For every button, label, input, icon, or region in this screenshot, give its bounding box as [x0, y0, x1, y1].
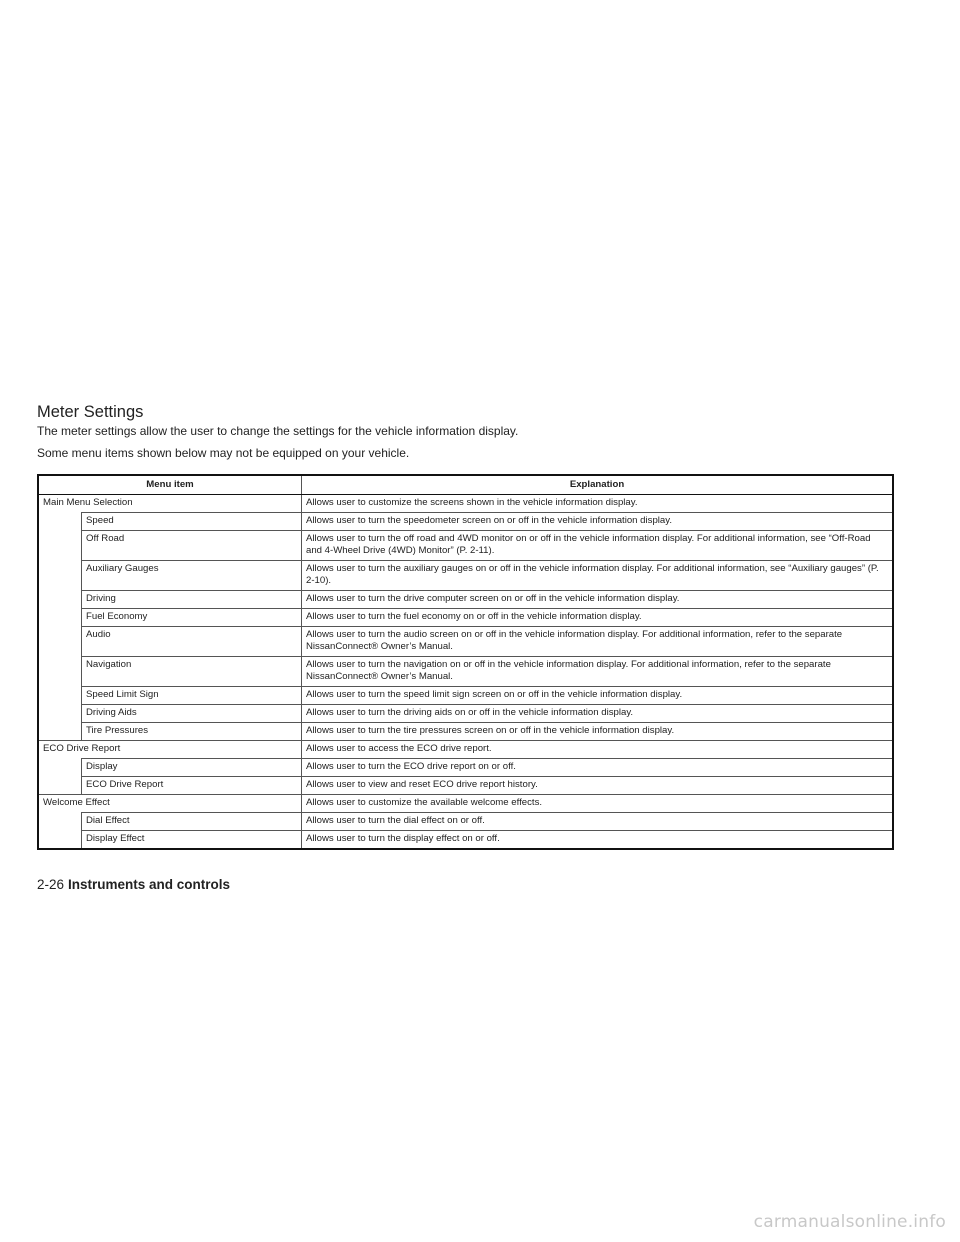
explanation-cell: Allows user to turn the dial effect on or off. — [302, 813, 894, 831]
submenu-item-cell: Auxiliary Gauges — [82, 561, 302, 591]
explanation-cell: Allows user to turn the fuel economy on or off in the vehicle information display. — [302, 609, 894, 627]
explanation-cell: Allows user to turn the drive computer screen on or off in the vehicle information display. — [302, 591, 894, 609]
submenu-item-cell: Tire Pressures — [82, 723, 302, 741]
indent-spacer — [38, 813, 82, 831]
table-row — [38, 495, 893, 513]
intro-paragraph: The meter settings allow the user to change the settings for the vehicle information display. — [37, 424, 519, 438]
table-row — [38, 531, 893, 561]
explanation-cell: Allows user to turn the speed limit sign screen on or off in the vehicle information display. — [302, 687, 894, 705]
menu-item-header: Menu item — [38, 475, 302, 495]
explanation-cell: Allows user to turn the driving aids on or off in the vehicle information display. — [302, 705, 894, 723]
indent-spacer — [38, 777, 82, 795]
explanation-cell: Allows user to customize the available welcome effects. — [302, 795, 894, 813]
equipment-note: Some menu items shown below may not be equipped on your vehicle. — [37, 446, 410, 460]
table-row — [38, 513, 893, 531]
menu-item-cell: Welcome Effect — [38, 795, 302, 813]
submenu-item-cell: Display Effect — [82, 831, 302, 850]
page-number: 2-26 — [37, 877, 65, 892]
table-row — [38, 777, 893, 795]
indent-spacer — [38, 687, 82, 705]
table-row — [38, 687, 893, 705]
submenu-item-cell: Navigation — [82, 657, 302, 687]
table-row — [38, 561, 893, 591]
indent-spacer — [38, 591, 82, 609]
explanation-cell: Allows user to turn the off road and 4WD monitor on or off in the vehicle information display. For additional information, see “Off-Road and 4-Wheel Drive (4WD) Monitor” (P. 2-11). — [302, 531, 894, 561]
indent-spacer — [38, 513, 82, 531]
table-row — [38, 705, 893, 723]
explanation-cell: Allows user to access the ECO drive report. — [302, 741, 894, 759]
table-row — [38, 813, 893, 831]
indent-spacer — [38, 831, 82, 850]
table-row — [38, 657, 893, 687]
submenu-item-cell: Driving — [82, 591, 302, 609]
indent-spacer — [38, 561, 82, 591]
page-footer — [37, 877, 230, 893]
meter-settings-table — [37, 474, 894, 850]
submenu-item-cell: Fuel Economy — [82, 609, 302, 627]
explanation-cell: Allows user to turn the audio screen on or off in the vehicle information display. For additional information, refer to the separate NissanConnect® Owner’s Manual. — [302, 627, 894, 657]
submenu-item-cell: Dial Effect — [82, 813, 302, 831]
submenu-item-cell: Off Road — [82, 531, 302, 561]
table-row — [38, 723, 893, 741]
table-row — [38, 831, 893, 850]
explanation-cell: Allows user to customize the screens shown in the vehicle information display. — [302, 495, 894, 513]
explanation-cell: Allows user to turn the navigation on or off in the vehicle information display. For additional information, refer to the separate NissanConnect® Owner’s Manual. — [302, 657, 894, 687]
explanation-cell: Allows user to turn the ECO drive report on or off. — [302, 759, 894, 777]
explanation-cell: Allows user to turn the display effect on or off. — [302, 831, 894, 850]
table-row — [38, 759, 893, 777]
indent-spacer — [38, 627, 82, 657]
submenu-item-cell: Display — [82, 759, 302, 777]
submenu-item-cell: Audio — [82, 627, 302, 657]
table-row — [38, 741, 893, 759]
menu-item-cell: ECO Drive Report — [38, 741, 302, 759]
indent-spacer — [38, 531, 82, 561]
chapter-title: Instruments and controls — [68, 877, 231, 892]
watermark: carmanualsonline.info — [753, 1212, 946, 1232]
submenu-item-cell: Speed — [82, 513, 302, 531]
table-row — [38, 609, 893, 627]
submenu-item-cell: ECO Drive Report — [82, 777, 302, 795]
explanation-cell: Allows user to view and reset ECO drive report history. — [302, 777, 894, 795]
table-row — [38, 591, 893, 609]
table-row — [38, 795, 893, 813]
table-row — [38, 627, 893, 657]
submenu-item-cell: Driving Aids — [82, 705, 302, 723]
menu-item-cell: Main Menu Selection — [43, 497, 133, 508]
indent-spacer — [38, 609, 82, 627]
table-body — [38, 495, 893, 850]
submenu-item-cell: Speed Limit Sign — [82, 687, 302, 705]
table-header-row — [38, 475, 893, 495]
indent-spacer — [38, 705, 82, 723]
explanation-header: Explanation — [302, 475, 894, 495]
explanation-cell: Allows user to turn the speedometer screen on or off in the vehicle information display. — [302, 513, 894, 531]
section-title: Meter Settings — [37, 403, 144, 421]
indent-spacer — [38, 723, 82, 741]
indent-spacer — [38, 657, 82, 687]
explanation-cell: Allows user to turn the tire pressures screen on or off in the vehicle information display. — [302, 723, 894, 741]
indent-spacer — [38, 759, 82, 777]
explanation-cell: Allows user to turn the auxiliary gauges on or off in the vehicle information display. For additional information, see “Auxiliary gauges” (P. 2-10). — [302, 561, 894, 591]
